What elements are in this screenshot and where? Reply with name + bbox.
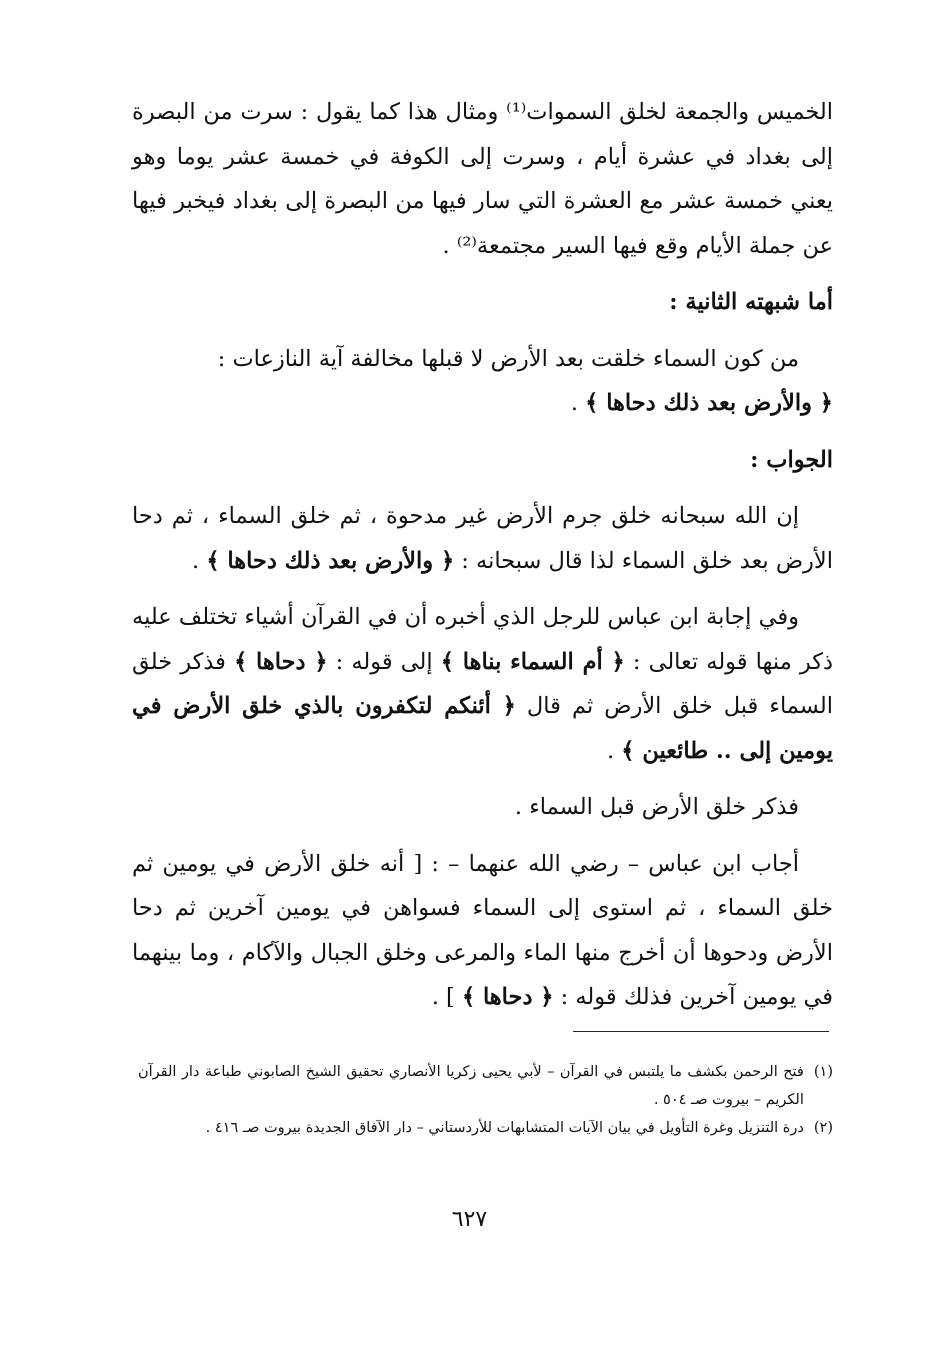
paragraph-4-text: وفي إجابة ابن عباس للرجل الذي أخبره أن في القرآن أشياء تختلف عليه ذكر منها قوله تعالى : <box>132 604 834 675</box>
paragraph-5: فذكر خلق الأرض قبل السماء . <box>514 794 799 820</box>
paragraph-4 <box>132 595 833 773</box>
paragraph-2 <box>132 337 833 426</box>
quran-quote: ﴿ والأرض بعد ذلك دحاها ﴾ <box>206 547 455 574</box>
paragraph-6 <box>132 842 833 1020</box>
footnote-separator <box>573 1031 829 1032</box>
paragraph-4-text: إلى قوله : <box>327 648 441 675</box>
paragraph-3-text: إن الله سبحانه خلق جرم الأرض غير مدحوة ، ثم خلق السماء ، ثم دحا الأرض بعد خلق السماء لذا قال سبحانه : <box>132 503 833 574</box>
paragraph-4-text: فذكر خلق السماء قبل خلق الأرض ثم قال <box>132 648 833 719</box>
paragraph-2-text: من كون السماء خلقت بعد الأرض لا قبلها مخالفة آية النازعات : <box>217 345 799 372</box>
paragraph-6-text: أجاب ابن عباس – رضي الله عنهما – : [ أنه خلق الأرض في يومين ثم خلق السماء ، ثم استوى إلى السماء فسواهن في يومين آخرين ثم دحا الأرض ودحوها أن أخرج منها الماء والمرعى وخلق الجبال والآكام ، وما بينهما في يومين آخرين فذلك قوله : <box>132 850 833 1010</box>
quran-quote: ﴿ دحاها ﴾ <box>234 648 328 675</box>
paragraph-3 <box>132 494 833 583</box>
quran-quote: ﴿ والأرض بعد ذلك دحاها ﴾ <box>585 390 833 416</box>
quran-quote: ﴿ أئنكم لتكفرون بالذي خلق الأرض في يومين إلى .. طائعين ﴾ <box>132 693 833 764</box>
punctuation: ] . <box>431 984 462 1010</box>
punctuation: . <box>606 737 622 764</box>
punctuation: . <box>192 547 207 574</box>
quran-quote: ﴿ أم السماء بناها ﴾ <box>440 648 625 675</box>
footnote-text: درة التنزيل وغرة التأويل في بيان الآيات المتشابهات للأردستاني – دار الآفاق الجديدة بيروت صـ ٤١٦ . <box>205 1120 804 1136</box>
footnote-text: فتح الرحمن بكشف ما يلتبس في القرآن – لأبي يحيى زكريا الأنصاري تحقيق الشيخ الصابوني طباعة دار القرآن الكريم – بيروت صـ ٥٠٤ . <box>138 1064 804 1108</box>
page-number: ٦٢٧ <box>451 1207 488 1232</box>
main-text <box>132 90 833 1020</box>
punctuation: . <box>570 390 586 416</box>
quran-quote: ﴿ دحاها ﴾ <box>461 984 554 1010</box>
section-heading-answer: الجواب : <box>750 446 833 473</box>
footnotes <box>138 1058 833 1142</box>
footnote-number: (٢) <box>813 1120 833 1136</box>
footnote-1 <box>138 1058 833 1114</box>
section-heading-second-doubt: أما شبهته الثانية : <box>669 289 833 315</box>
footnote-number: (١) <box>813 1064 833 1080</box>
paragraph-1: الخميس والجمعة لخلق السموات⁽¹⁾ ومثال هذا كما يقول : سرت من البصرة إلى بغداد في عشرة أيام ، وسرت إلى الكوفة في خمسة عشر يوما وهو يعني خمسة عشر مع العشرة التي سار فيها من البصرة إلى بغداد فيخبر فيها عن جملة الأيام وقع فيها السير مجتمعة⁽²⁾ . <box>132 99 834 259</box>
footnote-2 <box>138 1114 833 1142</box>
